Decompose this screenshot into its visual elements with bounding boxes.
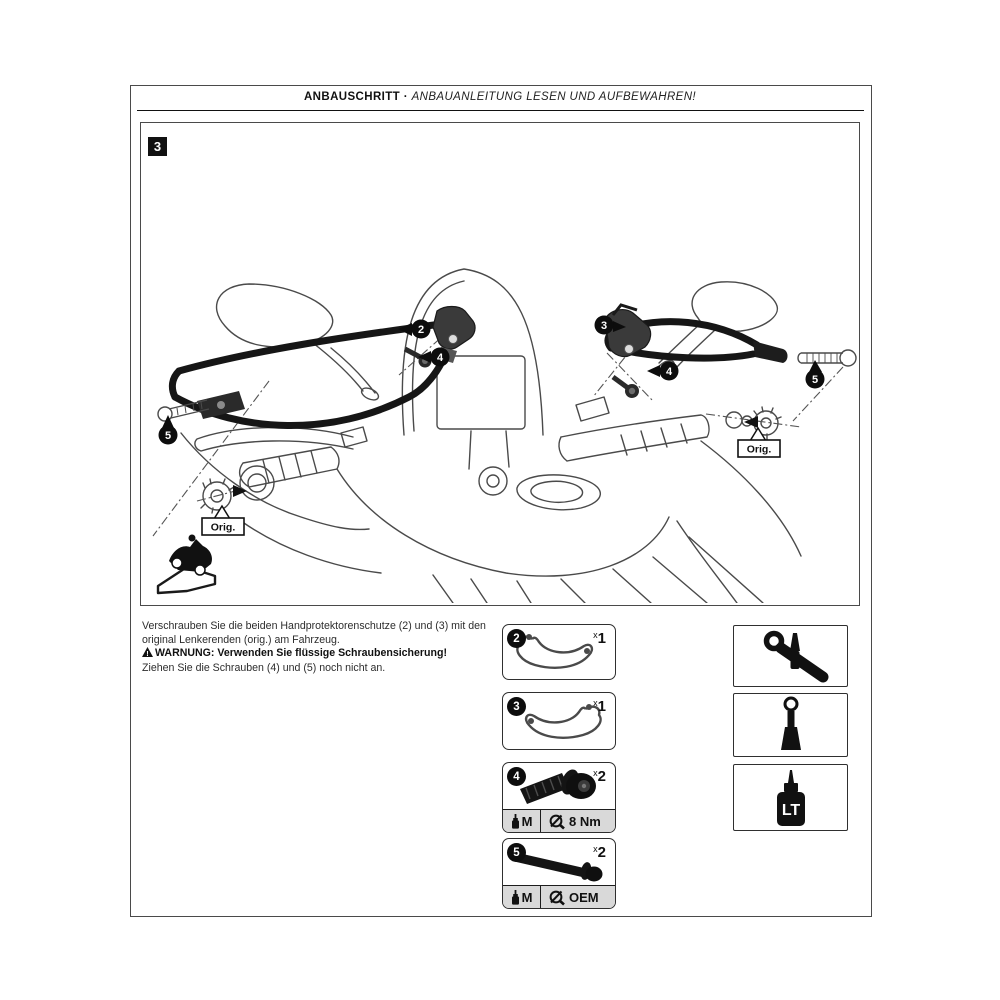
svg-text:Orig.: Orig. <box>746 443 771 455</box>
orig-label-left <box>202 506 244 535</box>
torque-wrench-icon <box>741 696 841 754</box>
rider-orientation-icon <box>158 534 215 593</box>
part-box-5 <box>502 838 616 909</box>
part-2-number: 2 <box>507 629 526 648</box>
part-2-qty: $^x$1 <box>593 630 606 647</box>
windscreen <box>402 269 543 435</box>
callout-5-left: 5 <box>164 429 171 442</box>
instruction-text <box>142 620 498 675</box>
part-box-4 <box>502 762 616 833</box>
tool-box-threadlocker <box>733 764 848 831</box>
threadlocker-label: LT <box>781 801 800 819</box>
right-bolt-5 <box>798 350 856 366</box>
svg-text:Orig.: Orig. <box>210 521 235 533</box>
part-3-qty: $^x$1 <box>593 698 606 715</box>
step-number-badge: 3 <box>148 137 167 156</box>
callout-2: 2 <box>417 323 424 336</box>
title-separator: · <box>403 91 408 103</box>
title-step: ANBAUSCHRITT <box>303 91 401 103</box>
part-3-number: 3 <box>507 697 526 716</box>
instruction-para1: Verschrauben Sie die beiden Handprotektorenschutze (2) und (3) mit den original Lenkerenden (orig.) am Fahrzeug. <box>142 620 486 646</box>
title-subtitle: ANBAUANLEITUNG LESEN UND AUFBEWAHREN! <box>411 91 697 103</box>
callout-4-right: 4 <box>665 365 672 378</box>
part-box-2 <box>502 624 616 680</box>
wrench-screwdriver-icon <box>741 629 841 683</box>
threadlocker-icon <box>511 814 520 829</box>
callout-4-left: 4 <box>436 351 443 364</box>
tool-box-torque-wrench <box>733 693 848 757</box>
assembly-diagram <box>142 124 857 603</box>
torque-icon <box>548 813 565 830</box>
left-mirror <box>216 284 332 347</box>
threadlocker-bottle-icon <box>741 768 841 828</box>
thread-spec-cell: M <box>503 886 541 908</box>
right-screw-4 <box>613 377 639 398</box>
torque-spec-cell: OEM <box>541 886 615 908</box>
tool-box-wrench <box>733 625 848 687</box>
callout-3: 3 <box>600 319 607 332</box>
svg-text:!: ! <box>146 649 149 658</box>
part-5-spec-row <box>503 885 615 908</box>
instruction-para2: Ziehen Sie die Schrauben (4) und (5) noch nicht an. <box>142 661 386 674</box>
part-4-spec-row <box>503 809 615 832</box>
callout-5-right: 5 <box>811 373 818 386</box>
torque-icon <box>548 889 565 906</box>
threadlocker-icon <box>511 890 520 905</box>
header-rule <box>137 110 864 111</box>
page-title <box>130 91 870 103</box>
part-5-number: 5 <box>507 843 526 862</box>
part-4-qty: $^x$2 <box>593 768 606 785</box>
instruction-warning: ! WARNUNG: Verwenden Sie flüssige Schraubensicherung! <box>142 647 498 662</box>
part-box-3 <box>502 692 616 750</box>
torque-spec-cell: 8 Nm <box>541 810 615 832</box>
part-4-number: 4 <box>507 767 526 786</box>
thread-spec-cell: M <box>503 810 541 832</box>
warning-icon <box>142 647 153 662</box>
part-5-qty: $^x$2 <box>593 844 606 861</box>
